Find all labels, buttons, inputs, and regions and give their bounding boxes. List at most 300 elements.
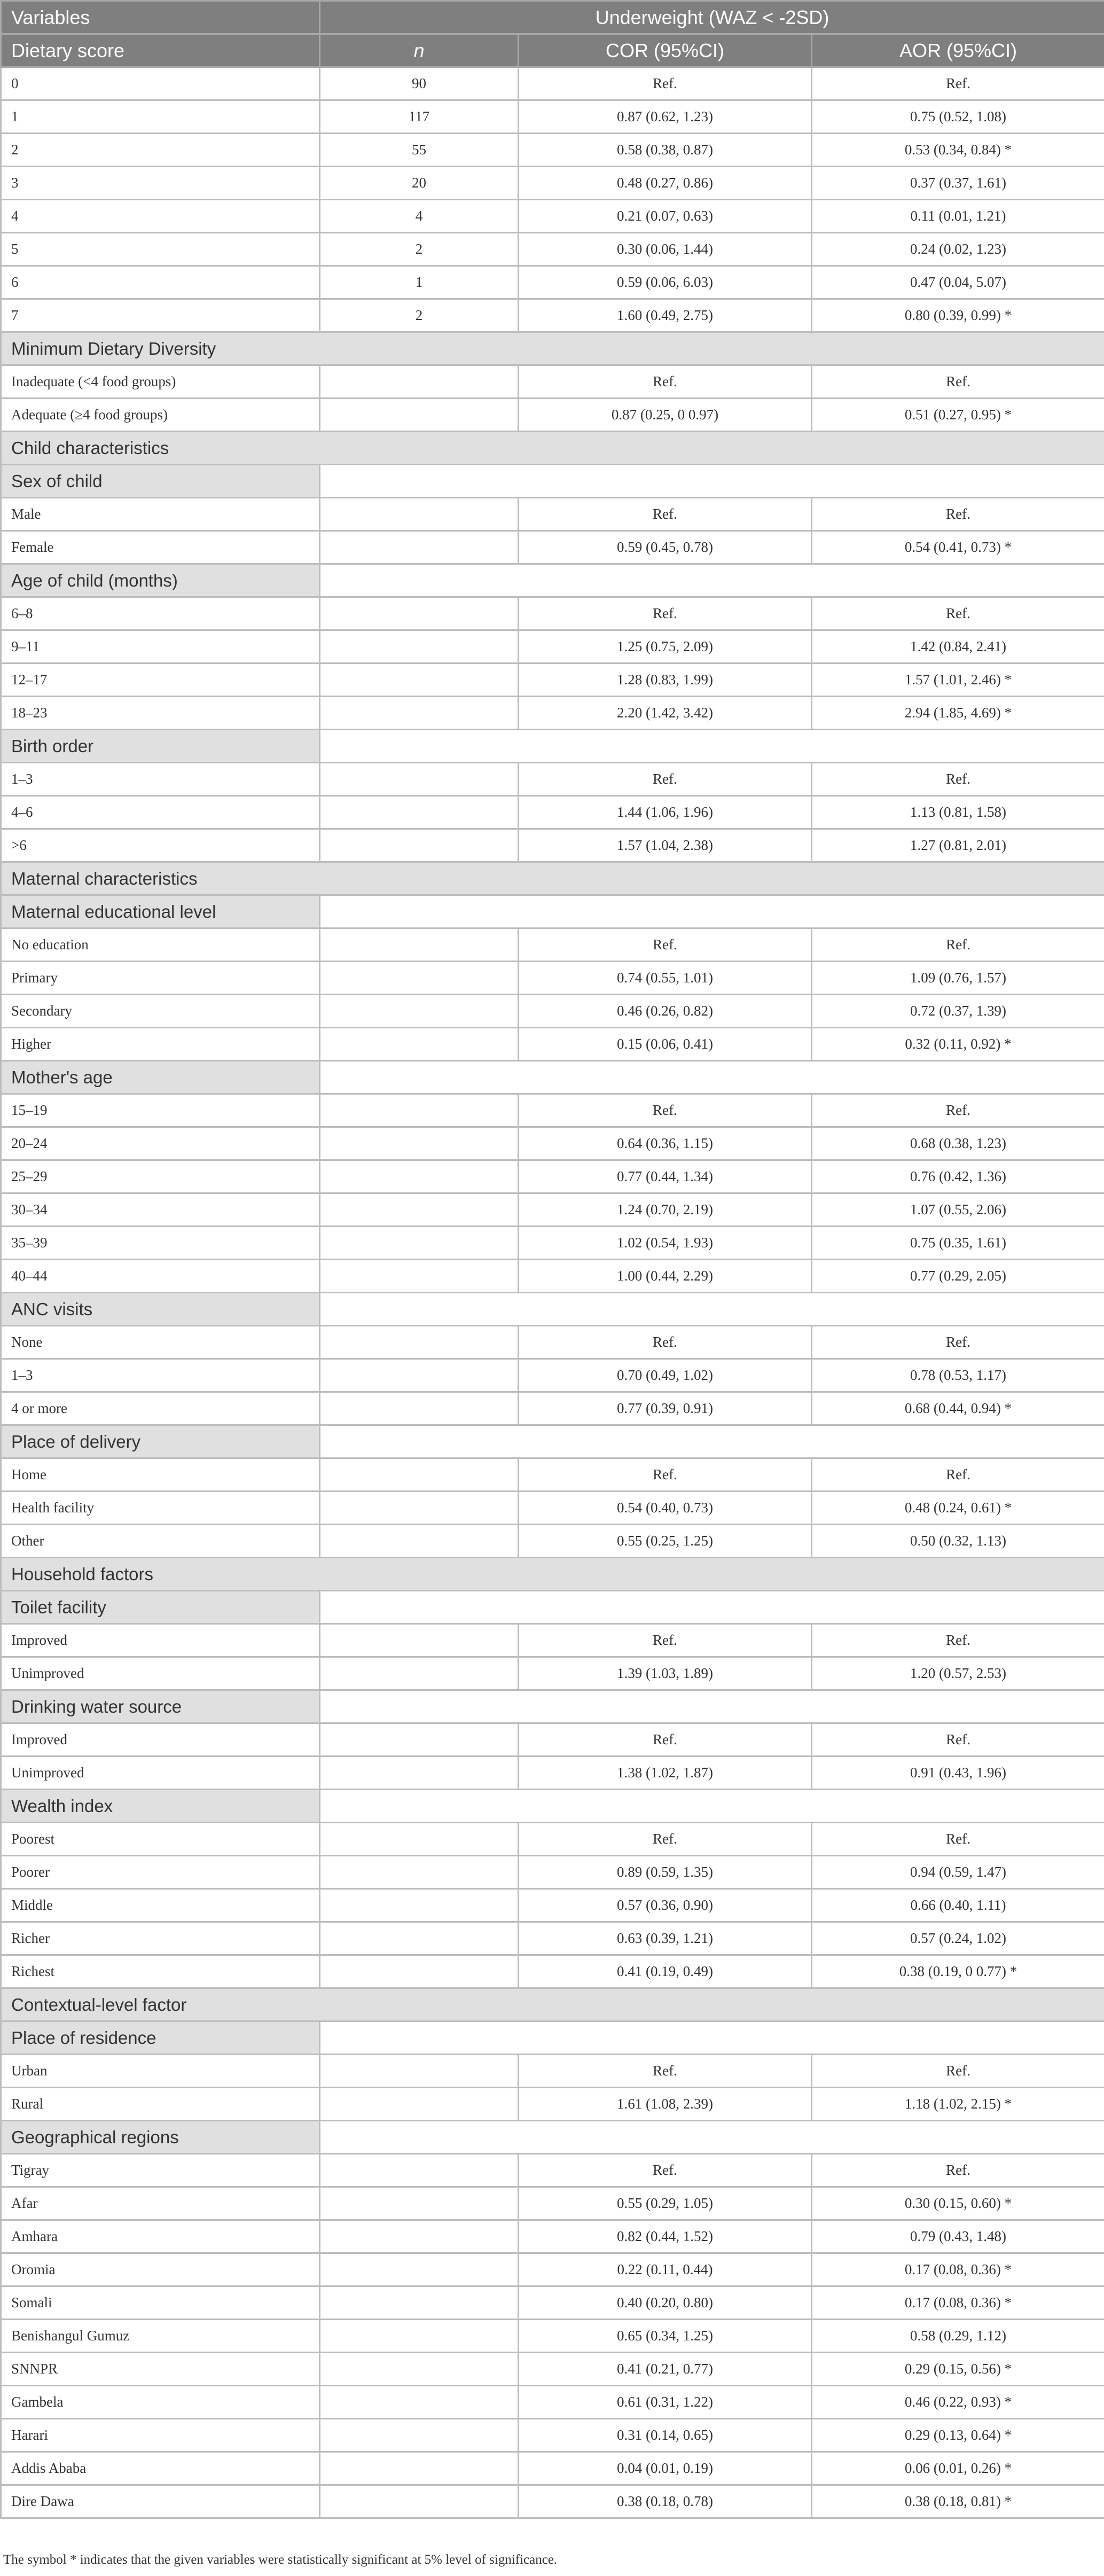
cell-variable: Primary <box>1 962 320 995</box>
cell-n <box>320 928 519 962</box>
subsection-spacer <box>320 1425 1104 1458</box>
cell-aor: 0.37 (0.37, 1.61) <box>812 167 1104 200</box>
cell-n <box>320 531 519 564</box>
cell-n <box>320 2088 519 2121</box>
cell-variable: 0 <box>1 67 320 100</box>
cell-aor: 0.11 (0.01, 1.21) <box>812 200 1104 233</box>
cell-variable: Improved <box>1 1624 320 1657</box>
section-row <box>1 862 1104 895</box>
subsection-spacer <box>320 2121 1104 2154</box>
cell-aor: 0.68 (0.38, 1.23) <box>812 1127 1104 1160</box>
subsection-spacer <box>320 1061 1104 1094</box>
cell-cor: 1.39 (1.03, 1.89) <box>519 1657 812 1690</box>
cell-n <box>320 1955 519 1988</box>
cell-variable: Inadequate (<4 food groups) <box>1 365 320 399</box>
section-row <box>1 432 1104 465</box>
cell-aor: 0.29 (0.13, 0.64) * <box>812 2419 1104 2452</box>
subsection-spacer <box>320 465 1104 498</box>
cell-cor: Ref. <box>519 1458 812 1492</box>
subsection-row <box>1 1293 1104 1326</box>
cell-n <box>320 2187 519 2220</box>
cell-cor: 0.59 (0.06, 6.03) <box>519 266 812 299</box>
cell-aor: 0.66 (0.40, 1.11) <box>812 1889 1104 1922</box>
cell-aor: Ref. <box>812 67 1104 100</box>
cell-aor: 0.47 (0.04, 5.07) <box>812 266 1104 299</box>
cell-aor: 0.48 (0.24, 0.61) * <box>812 1492 1104 1525</box>
cell-variable: Higher <box>1 1028 320 1061</box>
cell-cor: 1.44 (1.06, 1.96) <box>519 796 812 829</box>
cell-cor: Ref. <box>519 597 812 630</box>
header-dietary-score: Dietary score <box>1 34 320 67</box>
cell-aor: 0.79 (0.43, 1.48) <box>812 2220 1104 2253</box>
table-row <box>1 1955 1104 1988</box>
cell-variable: No education <box>1 928 320 962</box>
cell-cor: 1.24 (0.70, 2.19) <box>519 1193 812 1227</box>
cell-variable: Harari <box>1 2419 320 2452</box>
table-row <box>1 2154 1104 2187</box>
table-row <box>1 1127 1104 1160</box>
cell-n: 20 <box>320 167 519 200</box>
cell-cor: 0.55 (0.25, 1.25) <box>519 1525 812 1558</box>
cell-aor: 0.38 (0.19, 0 0.77) * <box>812 1955 1104 1988</box>
cell-aor: 0.72 (0.37, 1.39) <box>812 995 1104 1028</box>
cell-cor: 1.25 (0.75, 2.09) <box>519 630 812 663</box>
cell-variable: Male <box>1 498 320 531</box>
cell-aor: Ref. <box>812 2055 1104 2088</box>
cell-variable: Oromia <box>1 2253 320 2286</box>
cell-cor: 0.61 (0.31, 1.22) <box>519 2386 812 2419</box>
cell-aor: 0.78 (0.53, 1.17) <box>812 1359 1104 1392</box>
cell-cor: 0.89 (0.59, 1.35) <box>519 1856 812 1889</box>
table-row <box>1 1193 1104 1227</box>
table-row <box>1 1889 1104 1922</box>
cell-cor: 0.30 (0.06, 1.44) <box>519 233 812 266</box>
cell-variable: Unimproved <box>1 1657 320 1690</box>
table-row <box>1 1823 1104 1856</box>
cell-n <box>320 962 519 995</box>
cell-variable: Afar <box>1 2187 320 2220</box>
cell-aor: 1.57 (1.01, 2.46) * <box>812 663 1104 697</box>
subsection-row <box>1 730 1104 763</box>
table-row <box>1 796 1104 829</box>
cell-aor: 0.91 (0.43, 1.96) <box>812 1757 1104 1790</box>
cell-n <box>320 1525 519 1558</box>
subsection-label: Age of child (months) <box>1 564 320 597</box>
cell-cor: 0.57 (0.36, 0.90) <box>519 1889 812 1922</box>
cell-cor: 1.38 (1.02, 1.87) <box>519 1757 812 1790</box>
cell-aor: 0.06 (0.01, 0.26) * <box>812 2452 1104 2485</box>
header-aor: AOR (95%CI) <box>812 34 1104 67</box>
cell-variable: Poorer <box>1 1856 320 1889</box>
cell-n <box>320 663 519 697</box>
table-row <box>1 2220 1104 2253</box>
cell-n <box>320 763 519 796</box>
subsection-row <box>1 465 1104 498</box>
cell-cor: 0.41 (0.21, 0.77) <box>519 2353 812 2386</box>
table-row <box>1 1028 1104 1061</box>
cell-cor: Ref. <box>519 498 812 531</box>
section-label: Minimum Dietary Diversity <box>1 332 1104 365</box>
cell-aor: 0.32 (0.11, 0.92) * <box>812 1028 1104 1061</box>
subsection-label: Place of residence <box>1 2021 320 2055</box>
cell-variable: Home <box>1 1458 320 1492</box>
cell-cor: Ref. <box>519 1326 812 1359</box>
cell-aor: 0.50 (0.32, 1.13) <box>812 1525 1104 1558</box>
cell-n <box>320 597 519 630</box>
cell-variable: 6 <box>1 266 320 299</box>
cell-cor: Ref. <box>519 2154 812 2187</box>
cell-variable: 6–8 <box>1 597 320 630</box>
cell-variable: Rural <box>1 2088 320 2121</box>
cell-variable: Gambela <box>1 2386 320 2419</box>
cell-aor: 1.09 (0.76, 1.57) <box>812 962 1104 995</box>
cell-aor: 0.24 (0.02, 1.23) <box>812 233 1104 266</box>
cell-cor: Ref. <box>519 1624 812 1657</box>
cell-aor: Ref. <box>812 1624 1104 1657</box>
header-variables: Variables <box>1 1 320 34</box>
cell-aor: 1.07 (0.55, 2.06) <box>812 1193 1104 1227</box>
cell-cor: 1.00 (0.44, 2.29) <box>519 1260 812 1293</box>
cell-variable: 1–3 <box>1 763 320 796</box>
subsection-label: Sex of child <box>1 465 320 498</box>
cell-n <box>320 1160 519 1193</box>
table-row <box>1 2320 1104 2353</box>
subsection-label: Geographical regions <box>1 2121 320 2154</box>
subsection-spacer <box>320 1591 1104 1624</box>
cell-aor: 0.76 (0.42, 1.36) <box>812 1160 1104 1193</box>
cell-aor: Ref. <box>812 1823 1104 1856</box>
cell-cor: 0.70 (0.49, 1.02) <box>519 1359 812 1392</box>
subsection-label: ANC visits <box>1 1293 320 1326</box>
cell-aor: 0.54 (0.41, 0.73) * <box>812 531 1104 564</box>
cell-n <box>320 1922 519 1955</box>
table-row <box>1 1922 1104 1955</box>
table-header-row-2 <box>1 34 1104 67</box>
header-outcome: Underweight (WAZ < -2SD) <box>320 1 1104 34</box>
cell-cor: 0.55 (0.29, 1.05) <box>519 2187 812 2220</box>
table-row <box>1 531 1104 564</box>
cell-n: 117 <box>320 100 519 134</box>
cell-variable: SNNPR <box>1 2353 320 2386</box>
subsection-row <box>1 1425 1104 1458</box>
cell-variable: Urban <box>1 2055 320 2088</box>
cell-aor: 0.38 (0.18, 0.81) * <box>812 2485 1104 2518</box>
cell-variable: 35–39 <box>1 1227 320 1260</box>
table-row <box>1 1458 1104 1492</box>
table-row <box>1 498 1104 531</box>
cell-cor: 0.54 (0.40, 0.73) <box>519 1492 812 1525</box>
cell-aor: 0.51 (0.27, 0.95) * <box>812 399 1104 432</box>
cell-aor: 2.94 (1.85, 4.69) * <box>812 697 1104 730</box>
cell-n <box>320 796 519 829</box>
cell-variable: Dire Dawa <box>1 2485 320 2518</box>
cell-variable: 2 <box>1 134 320 167</box>
cell-n: 90 <box>320 67 519 100</box>
table-row <box>1 1856 1104 1889</box>
cell-cor: 0.59 (0.45, 0.78) <box>519 531 812 564</box>
cell-n <box>320 1823 519 1856</box>
table-row <box>1 597 1104 630</box>
cell-variable: 25–29 <box>1 1160 320 1193</box>
header-cor: COR (95%CI) <box>519 34 812 67</box>
cell-aor: Ref. <box>812 763 1104 796</box>
cell-n <box>320 1856 519 1889</box>
section-label: Child characteristics <box>1 432 1104 465</box>
cell-n <box>320 2055 519 2088</box>
cell-aor: 1.18 (1.02, 2.15) * <box>812 2088 1104 2121</box>
cell-cor: 0.15 (0.06, 0.41) <box>519 1028 812 1061</box>
cell-variable: None <box>1 1326 320 1359</box>
section-label: Contextual-level factor <box>1 1988 1104 2021</box>
subsection-label: Toilet facility <box>1 1591 320 1624</box>
cell-variable: Unimproved <box>1 1757 320 1790</box>
cell-n: 2 <box>320 299 519 332</box>
cell-aor: 1.13 (0.81, 1.58) <box>812 796 1104 829</box>
cell-aor: 0.57 (0.24, 1.02) <box>812 1922 1104 1955</box>
table-row <box>1 962 1104 995</box>
cell-variable: Middle <box>1 1889 320 1922</box>
cell-aor: 1.20 (0.57, 2.53) <box>812 1657 1104 1690</box>
cell-variable: Amhara <box>1 2220 320 2253</box>
cell-variable: 4 or more <box>1 1392 320 1425</box>
cell-cor: 0.87 (0.62, 1.23) <box>519 100 812 134</box>
cell-n <box>320 1127 519 1160</box>
table-row <box>1 2353 1104 2386</box>
cell-n <box>320 2452 519 2485</box>
cell-aor: 0.94 (0.59, 1.47) <box>812 1856 1104 1889</box>
cell-variable: Adequate (≥4 food groups) <box>1 399 320 432</box>
footnote: The symbol * indicates that the given variables were statistically significant at 5% level of significance. <box>3 2552 558 2567</box>
cell-n <box>320 829 519 862</box>
cell-aor: Ref. <box>812 1723 1104 1757</box>
table-row <box>1 2187 1104 2220</box>
cell-cor: 0.74 (0.55, 1.01) <box>519 962 812 995</box>
section-row <box>1 1988 1104 2021</box>
cell-cor: Ref. <box>519 1823 812 1856</box>
cell-variable: Somali <box>1 2286 320 2320</box>
table-row <box>1 1160 1104 1193</box>
cell-aor: 0.17 (0.08, 0.36) * <box>812 2286 1104 2320</box>
cell-variable: 7 <box>1 299 320 332</box>
cell-aor: 1.27 (0.81, 2.01) <box>812 829 1104 862</box>
cell-variable: 1 <box>1 100 320 134</box>
cell-variable: 40–44 <box>1 1260 320 1293</box>
table-header-row-1 <box>1 1 1104 34</box>
table-row <box>1 2386 1104 2419</box>
table-row <box>1 1260 1104 1293</box>
cell-cor: 0.58 (0.38, 0.87) <box>519 134 812 167</box>
table-row <box>1 697 1104 730</box>
cell-cor: 0.41 (0.19, 0.49) <box>519 1955 812 1988</box>
cell-cor: 0.46 (0.26, 0.82) <box>519 995 812 1028</box>
cell-n <box>320 1624 519 1657</box>
subsection-label: Maternal educational level <box>1 895 320 928</box>
cell-n <box>320 2253 519 2286</box>
table-row <box>1 928 1104 962</box>
cell-aor: 0.75 (0.52, 1.08) <box>812 100 1104 134</box>
cell-aor: Ref. <box>812 597 1104 630</box>
cell-cor: 0.31 (0.14, 0.65) <box>519 2419 812 2452</box>
cell-variable: Poorest <box>1 1823 320 1856</box>
cell-cor: 0.21 (0.07, 0.63) <box>519 200 812 233</box>
table-row <box>1 829 1104 862</box>
cell-aor: Ref. <box>812 1326 1104 1359</box>
cell-aor: 0.80 (0.39, 0.99) * <box>812 299 1104 332</box>
table-row <box>1 763 1104 796</box>
subsection-label: Drinking water source <box>1 1690 320 1723</box>
header-n: n <box>320 34 519 67</box>
cell-cor: 0.65 (0.34, 1.25) <box>519 2320 812 2353</box>
table-row <box>1 1227 1104 1260</box>
table-row <box>1 167 1104 200</box>
section-row <box>1 332 1104 365</box>
subsection-row <box>1 2121 1104 2154</box>
cell-cor: 2.20 (1.42, 3.42) <box>519 697 812 730</box>
cell-cor: 0.87 (0.25, 0 0.97) <box>519 399 812 432</box>
subsection-spacer <box>320 1790 1104 1823</box>
cell-n: 55 <box>320 134 519 167</box>
cell-variable: Tigray <box>1 2154 320 2187</box>
table-row <box>1 399 1104 432</box>
cell-aor: 0.46 (0.22, 0.93) * <box>812 2386 1104 2419</box>
cell-aor: 0.77 (0.29, 2.05) <box>812 1260 1104 1293</box>
cell-cor: Ref. <box>519 67 812 100</box>
cell-n <box>320 1359 519 1392</box>
subsection-label: Wealth index <box>1 1790 320 1823</box>
table-row <box>1 67 1104 100</box>
cell-n <box>320 399 519 432</box>
cell-variable: Addis Ababa <box>1 2452 320 2485</box>
cell-n <box>320 697 519 730</box>
table-row <box>1 1359 1104 1392</box>
cell-variable: 5 <box>1 233 320 266</box>
table-row <box>1 233 1104 266</box>
table-row <box>1 1657 1104 1690</box>
cell-variable: 30–34 <box>1 1193 320 1227</box>
section-label: Household factors <box>1 1558 1104 1591</box>
cell-aor: 0.30 (0.15, 0.60) * <box>812 2187 1104 2220</box>
cell-cor: 0.48 (0.27, 0.86) <box>519 167 812 200</box>
cell-n <box>320 1028 519 1061</box>
table-row <box>1 1492 1104 1525</box>
cell-n: 2 <box>320 233 519 266</box>
cell-n <box>320 2353 519 2386</box>
subsection-row <box>1 1591 1104 1624</box>
cell-aor: 1.42 (0.84, 2.41) <box>812 630 1104 663</box>
cell-cor: 1.57 (1.04, 2.38) <box>519 829 812 862</box>
table-row <box>1 630 1104 663</box>
table-row <box>1 2485 1104 2518</box>
cell-variable: Benishangul Gumuz <box>1 2320 320 2353</box>
cell-aor: Ref. <box>812 928 1104 962</box>
cell-n <box>320 1326 519 1359</box>
subsection-spacer <box>320 564 1104 597</box>
table-row <box>1 1326 1104 1359</box>
cell-variable: Secondary <box>1 995 320 1028</box>
subsection-spacer <box>320 895 1104 928</box>
cell-n: 1 <box>320 266 519 299</box>
cell-cor: 0.64 (0.36, 1.15) <box>519 1127 812 1160</box>
cell-n <box>320 1492 519 1525</box>
table-row <box>1 2253 1104 2286</box>
cell-n <box>320 2286 519 2320</box>
cell-n <box>320 498 519 531</box>
cell-n <box>320 1392 519 1425</box>
table-row <box>1 1392 1104 1425</box>
subsection-spacer <box>320 1690 1104 1723</box>
cell-n <box>320 1657 519 1690</box>
table-row <box>1 995 1104 1028</box>
cell-aor: Ref. <box>812 1094 1104 1127</box>
cell-n <box>320 2220 519 2253</box>
table-row <box>1 365 1104 399</box>
cell-variable: Improved <box>1 1723 320 1757</box>
cell-n <box>320 1757 519 1790</box>
subsection-spacer <box>320 730 1104 763</box>
cell-n <box>320 2419 519 2452</box>
cell-cor: 1.61 (1.08, 2.39) <box>519 2088 812 2121</box>
cell-n <box>320 1227 519 1260</box>
cell-cor: 0.77 (0.44, 1.34) <box>519 1160 812 1193</box>
cell-cor: 1.02 (0.54, 1.93) <box>519 1227 812 1260</box>
cell-n <box>320 2154 519 2187</box>
cell-n <box>320 365 519 399</box>
table-row <box>1 1525 1104 1558</box>
cell-n <box>320 1889 519 1922</box>
section-row <box>1 1558 1104 1591</box>
cell-cor: 0.38 (0.18, 0.78) <box>519 2485 812 2518</box>
cell-cor: 0.82 (0.44, 1.52) <box>519 2220 812 2253</box>
cell-variable: Richer <box>1 1922 320 1955</box>
subsection-label: Place of delivery <box>1 1425 320 1458</box>
cell-variable: 9–11 <box>1 630 320 663</box>
table-row <box>1 266 1104 299</box>
table-row <box>1 2452 1104 2485</box>
section-label: Maternal characteristics <box>1 862 1104 895</box>
cell-aor: Ref. <box>812 498 1104 531</box>
cell-cor: 1.60 (0.49, 2.75) <box>519 299 812 332</box>
cell-variable: 4–6 <box>1 796 320 829</box>
subsection-label: Mother's age <box>1 1061 320 1094</box>
cell-variable: Richest <box>1 1955 320 1988</box>
cell-n <box>320 1193 519 1227</box>
cell-cor: Ref. <box>519 928 812 962</box>
cell-cor: Ref. <box>519 1094 812 1127</box>
cell-cor: 0.04 (0.01, 0.19) <box>519 2452 812 2485</box>
subsection-spacer <box>320 2021 1104 2055</box>
cell-n <box>320 1458 519 1492</box>
cell-variable: 18–23 <box>1 697 320 730</box>
cell-n <box>320 1723 519 1757</box>
cell-variable: Other <box>1 1525 320 1558</box>
cell-aor: Ref. <box>812 2154 1104 2187</box>
cell-aor: 0.53 (0.34, 0.84) * <box>812 134 1104 167</box>
table-row <box>1 1723 1104 1757</box>
cell-cor: 0.63 (0.39, 1.21) <box>519 1922 812 1955</box>
cell-n <box>320 995 519 1028</box>
subsection-row <box>1 2021 1104 2055</box>
cell-variable: 3 <box>1 167 320 200</box>
cell-n <box>320 2320 519 2353</box>
cell-variable: Health facility <box>1 1492 320 1525</box>
cell-cor: Ref. <box>519 365 812 399</box>
cell-variable: Female <box>1 531 320 564</box>
cell-cor: 0.77 (0.39, 0.91) <box>519 1392 812 1425</box>
subsection-row <box>1 1690 1104 1723</box>
cell-n <box>320 2485 519 2518</box>
cell-cor: 1.28 (0.83, 1.99) <box>519 663 812 697</box>
table-row <box>1 663 1104 697</box>
